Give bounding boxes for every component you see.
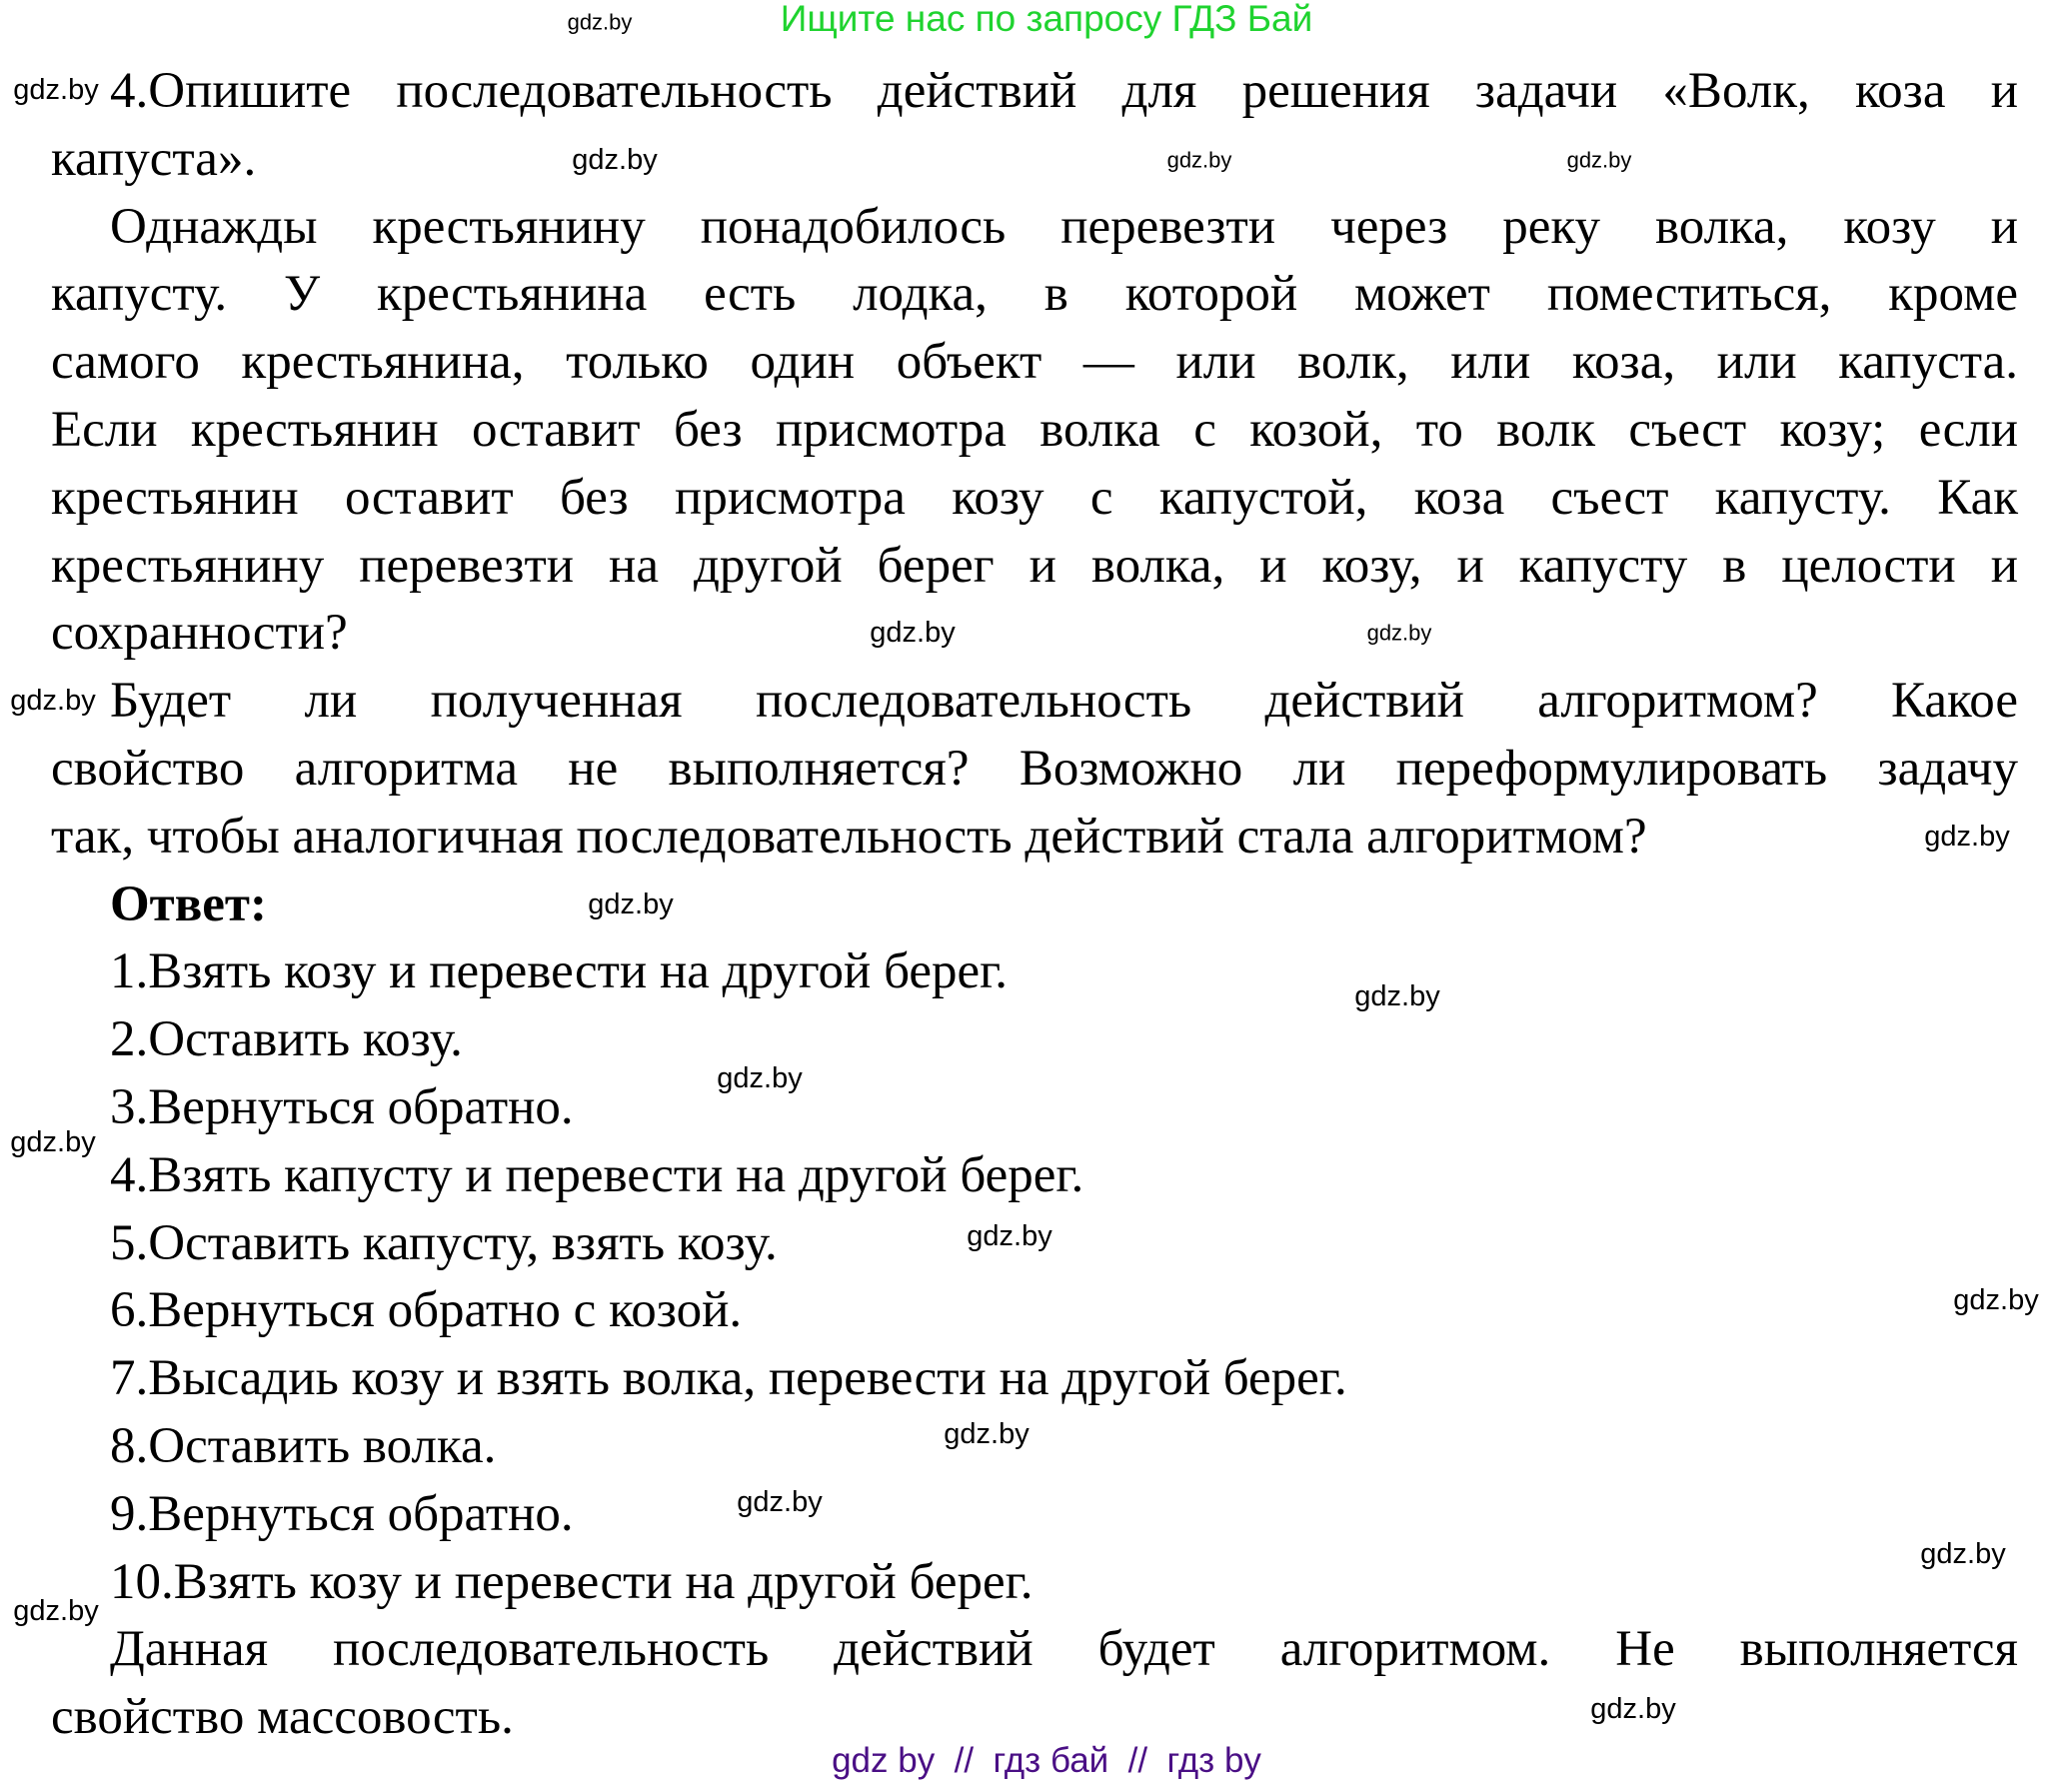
text-line: крестьянин оставит без присмотра козу с капустой, коза съест капусту. Как xyxy=(51,469,2018,526)
answer-heading: Ответ: xyxy=(110,876,267,932)
text-line: Будет ли полученная последовательность действий алгоритмом? Какое xyxy=(110,673,2018,730)
text-line: 5.Оставить капусту, взять козу. xyxy=(110,1214,778,1271)
watermark: gdz.by xyxy=(944,1418,1030,1450)
text-line: 4.Опишите последовательность действий для решения задачи «Волк, коза и xyxy=(110,63,2018,119)
text-line: самого крестьянина, только один объект — или волк, или коза, или капуста. xyxy=(51,334,2018,391)
watermark: gdz.by xyxy=(1566,147,1632,173)
watermark: gdz.by xyxy=(10,1126,96,1158)
watermark: gdz.by xyxy=(13,74,99,106)
watermark: gdz.by xyxy=(1953,1284,2039,1316)
text-line: Данная последовательность действий будет алгоритмом. Не выполняется xyxy=(110,1621,2018,1678)
text-line: 4.Взять капусту и перевести на другой берег. xyxy=(110,1146,1084,1203)
text-line: 1.Взять козу и перевести на другой берег. xyxy=(110,943,1009,1000)
watermark: gdz.by xyxy=(572,144,658,176)
text-line: свойство алгоритма не выполняется? Возможно ли переформулировать задачу xyxy=(51,741,2018,797)
text-line: сохранности? xyxy=(51,605,348,662)
text-line: 7.Высадиь козу и взять волка, перевести на другой берег. xyxy=(110,1350,1347,1407)
text-line: капусту. У крестьянина есть лодка, в которой может поместиться, кроме xyxy=(51,266,2018,323)
text-line: крестьянину перевезти на другой берег и волка, и козу, и капусту в целости и xyxy=(51,537,2018,594)
watermark: gdz.by xyxy=(967,1220,1052,1252)
watermark: gdz.by xyxy=(1920,1538,2006,1570)
watermark: gdz.by xyxy=(588,889,674,920)
text-line: 9.Вернуться обратно. xyxy=(110,1485,574,1542)
watermark: gdz.by xyxy=(1590,1693,1676,1725)
text-line: так, чтобы аналогичная последовательность действий стала алгоритмом? xyxy=(51,808,1647,865)
text-line: 2.Оставить козу. xyxy=(110,1011,463,1068)
watermark: gdz.by xyxy=(1366,620,1432,646)
text-line: 10.Взять козу и перевести на другой берег. xyxy=(110,1553,1034,1610)
text-line: Однажды крестьянину понадобилось перевезти через реку волка, козу и xyxy=(110,198,2018,255)
watermark: gdz.by xyxy=(10,685,96,717)
watermark: gdz.by xyxy=(737,1486,823,1518)
watermark: gdz.by xyxy=(870,617,956,649)
watermark: gdz.by xyxy=(567,9,633,35)
text-line: 6.Вернуться обратно с козой. xyxy=(110,1282,743,1339)
watermark: gdz.by xyxy=(1166,147,1232,173)
watermark: gdz.by xyxy=(717,1062,803,1094)
text-line: Если крестьянин оставит без присмотра волка с козой, то волк съест козу; если xyxy=(51,402,2018,458)
watermark: gdz.by xyxy=(1924,821,2010,853)
text-line: 3.Вернуться обратно. xyxy=(110,1079,574,1135)
search-banner: Ищите нас по запросу ГДЗ Бай xyxy=(780,0,1313,39)
text-line: свойство массовость. xyxy=(51,1689,514,1746)
text-line: 8.Оставить волка. xyxy=(110,1418,497,1474)
text-line: капуста». xyxy=(51,130,257,187)
footer-links[interactable]: gdz by // гдз бай // гдз by xyxy=(832,1741,1261,1780)
watermark: gdz.by xyxy=(13,1595,99,1627)
watermark: gdz.by xyxy=(1354,980,1440,1012)
